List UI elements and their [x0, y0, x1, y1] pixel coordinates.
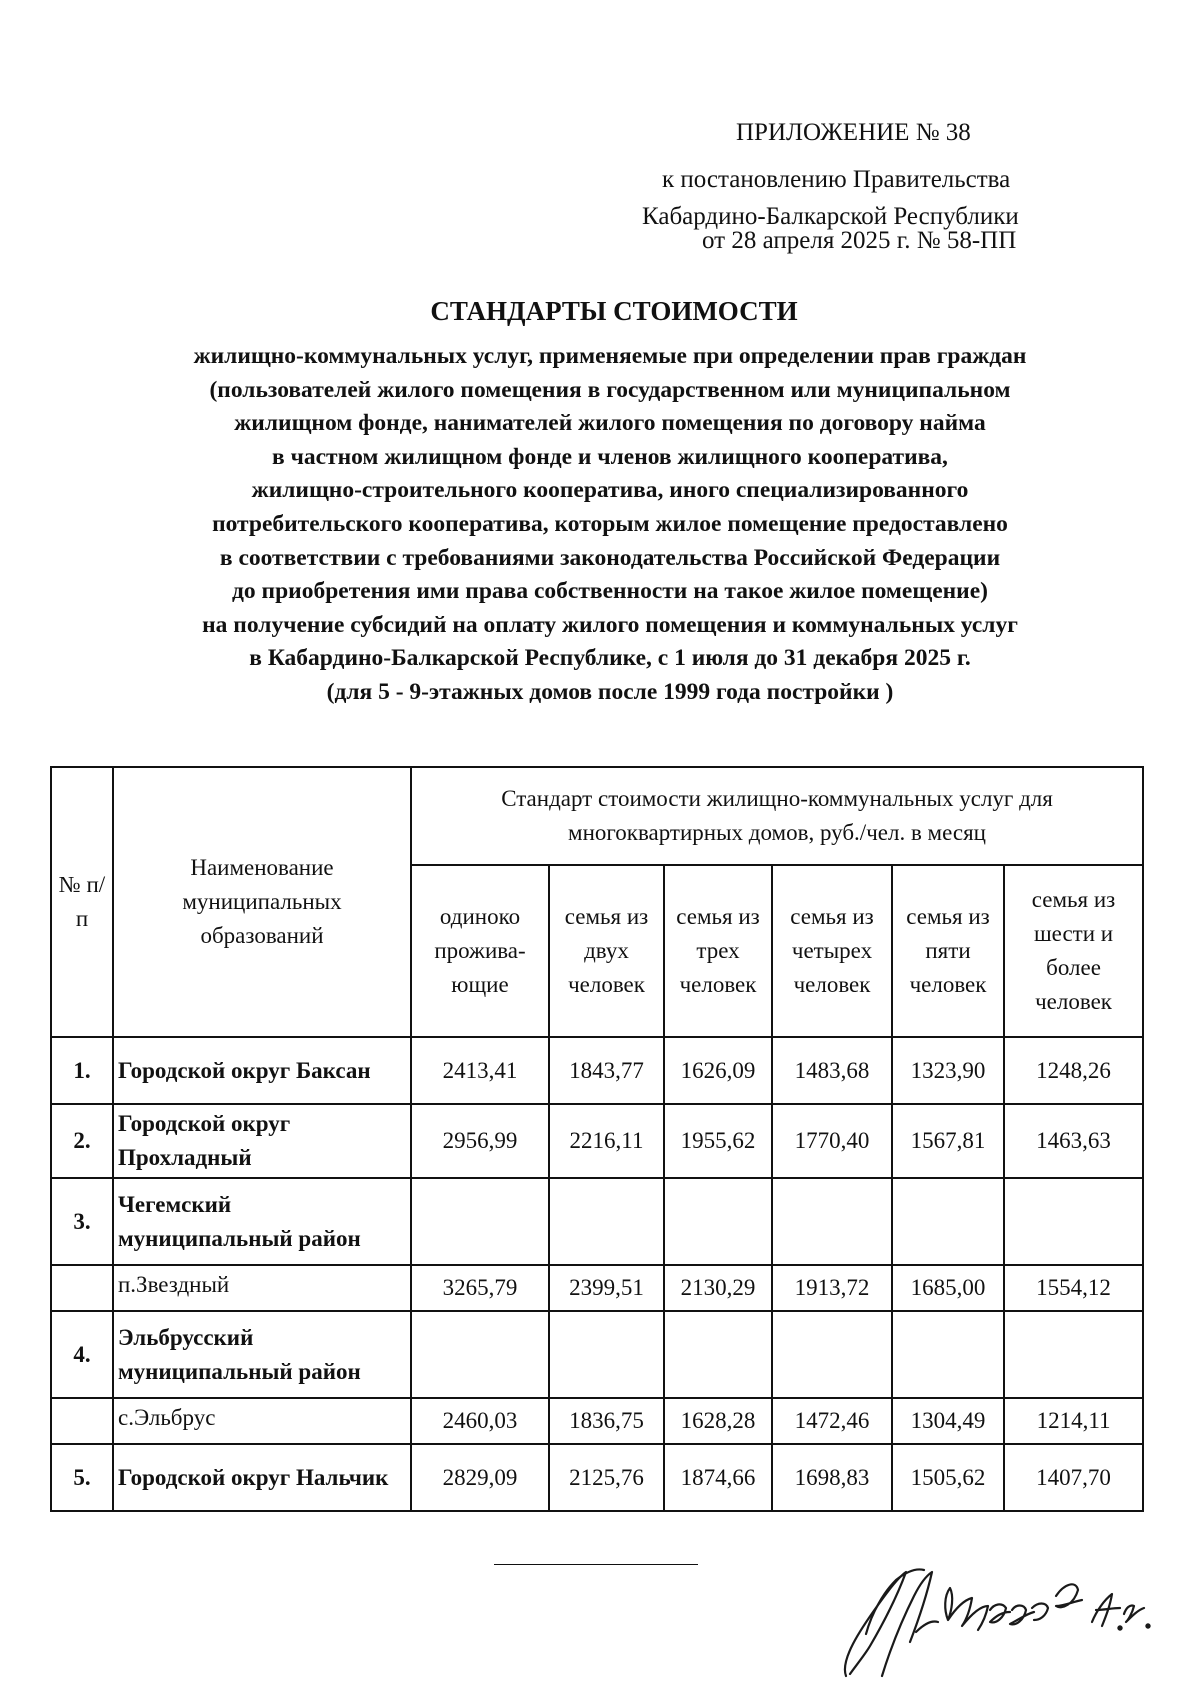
subtitle-line: жилищно-строительного кооператива, иного специализированного: [251, 477, 969, 504]
table-row: [51, 1398, 1143, 1444]
cell-value: 1248,26: [1004, 1037, 1143, 1104]
cell-value: [664, 1311, 772, 1398]
row-name: Эльбрусский муниципальный район: [113, 1311, 411, 1398]
cell-value: 1407,70: [1004, 1444, 1143, 1511]
row-number: [51, 1398, 113, 1444]
subtitle-line: жилищно-коммунальных услуг, применяемые при определении прав граждан: [193, 343, 1027, 369]
subtitle-line: на получение субсидий на оплату жилого помещения и коммунальных услуг: [202, 611, 1018, 638]
table-row: [51, 1311, 1143, 1398]
cell-value: 2399,51: [549, 1265, 664, 1311]
cell-value: 1874,66: [664, 1444, 772, 1511]
table-row: [51, 1265, 1143, 1311]
subtitle-line: в Кабардино-Балкарской Республике, с 1 июля до 31 декабря 2025 г.: [249, 645, 971, 672]
subtitle-line: потребительского кооператива, которым жилое помещение предоставлено: [212, 510, 1008, 537]
table-row: [51, 1037, 1143, 1104]
appendix-line-date: от 28 апреля 2025 г. № 58-ПП: [702, 227, 1017, 254]
row-number: 2.: [51, 1104, 113, 1178]
cell-value: 1567,81: [892, 1104, 1004, 1178]
footer-divider: [494, 1564, 698, 1565]
cell-value: 1626,09: [664, 1037, 772, 1104]
cell-value: 1554,12: [1004, 1265, 1143, 1311]
cell-value: 2216,11: [549, 1104, 664, 1178]
document-subtitle: [60, 340, 1160, 710]
cell-value: 2125,76: [549, 1444, 664, 1511]
cell-value: 1955,62: [664, 1104, 772, 1178]
cell-value: [411, 1178, 549, 1265]
cell-value: [772, 1178, 892, 1265]
cost-standards-table: [50, 766, 1144, 1512]
cell-value: 1685,00: [892, 1265, 1004, 1311]
cell-value: 3265,79: [411, 1265, 549, 1311]
row-number: [51, 1265, 113, 1311]
cell-value: 1770,40: [772, 1104, 892, 1178]
appendix-line-resolution: к постановлению Правительства: [662, 166, 1011, 193]
row-number: 1.: [51, 1037, 113, 1104]
row-number: 5.: [51, 1444, 113, 1511]
row-name: Городской округ Баксан: [113, 1037, 411, 1104]
cell-value: 1836,75: [549, 1398, 664, 1444]
cell-value: [411, 1311, 549, 1398]
row-name: Городской округ Прохладный: [113, 1104, 411, 1178]
subtitle-line: жилищном фонде, нанимателей жилого помещения по договору найма: [234, 410, 986, 437]
cell-value: 2956,99: [411, 1104, 549, 1178]
cell-value: 1483,68: [772, 1037, 892, 1104]
subtitle-line: в соответствии с требованиями законодательства Российской Федерации: [219, 544, 1001, 571]
cell-value: 1463,63: [1004, 1104, 1143, 1178]
cell-value: [772, 1311, 892, 1398]
row-name: Городской округ Нальчик: [113, 1444, 411, 1511]
handwritten-signature: [820, 1550, 1160, 1690]
subheader-family-5: семья из пяти человек: [892, 865, 1004, 1037]
cell-value: 2413,41: [411, 1037, 549, 1104]
subheader-family-4: семья из четырех человек: [772, 865, 892, 1037]
cell-value: 1698,83: [772, 1444, 892, 1511]
subheader-family-2: семья из двух человек: [549, 865, 664, 1037]
appendix-line-republic: Кабардино-Балкарской Республики: [642, 203, 1019, 230]
row-number: 4.: [51, 1311, 113, 1398]
subheader-single: одиноко прожива-ющие: [411, 865, 549, 1037]
cell-value: 1323,90: [892, 1037, 1004, 1104]
subtitle-line: (для 5 - 9-этажных домов после 1999 года постройки ): [326, 678, 894, 705]
subheader-family-6-plus: семья из шести и более человек: [1004, 865, 1143, 1037]
cell-value: 2829,09: [411, 1444, 549, 1511]
table-row: [51, 1444, 1143, 1511]
header-number: № п/п: [51, 767, 113, 1037]
row-name: с.Эльбрус: [113, 1398, 411, 1444]
row-name: п.Звездный: [113, 1265, 411, 1311]
cell-value: 2460,03: [411, 1398, 549, 1444]
subtitle-line: (пользователей жилого помещения в государственном или муниципальном: [209, 376, 1011, 403]
cell-value: [664, 1178, 772, 1265]
cell-value: 1214,11: [1004, 1398, 1143, 1444]
header-municipality-name: Наименование муниципальных образований: [113, 767, 411, 1037]
subtitle-line: в частном жилищном фонде и членов жилищного кооператива,: [272, 443, 948, 470]
subheader-family-3: семья из трех человек: [664, 865, 772, 1037]
cell-value: [1004, 1178, 1143, 1265]
cell-value: 1628,28: [664, 1398, 772, 1444]
cell-value: 1304,49: [892, 1398, 1004, 1444]
cell-value: 2130,29: [664, 1265, 772, 1311]
table-row: [51, 1104, 1143, 1178]
table-header-row: [51, 767, 1143, 865]
cell-value: 1472,46: [772, 1398, 892, 1444]
cell-value: 1843,77: [549, 1037, 664, 1104]
cell-value: [549, 1311, 664, 1398]
cell-value: [549, 1178, 664, 1265]
row-number: 3.: [51, 1178, 113, 1265]
cell-value: 1913,72: [772, 1265, 892, 1311]
cell-value: 1505,62: [892, 1444, 1004, 1511]
table-row: [51, 1178, 1143, 1265]
cell-value: [1004, 1311, 1143, 1398]
subtitle-line: до приобретения ими права собственности на такое жилое помещение): [232, 578, 988, 605]
document-title: СТАНДАРТЫ СТОИМОСТИ: [430, 296, 798, 326]
row-name: Чегемский муниципальный район: [113, 1178, 411, 1265]
cell-value: [892, 1311, 1004, 1398]
header-cost-standard: Стандарт стоимости жилищно-коммунальных услуг для многоквартирных домов, руб./чел. в месяц: [411, 767, 1143, 865]
cell-value: [892, 1178, 1004, 1265]
appendix-number: ПРИЛОЖЕНИЕ № 38: [736, 119, 971, 146]
